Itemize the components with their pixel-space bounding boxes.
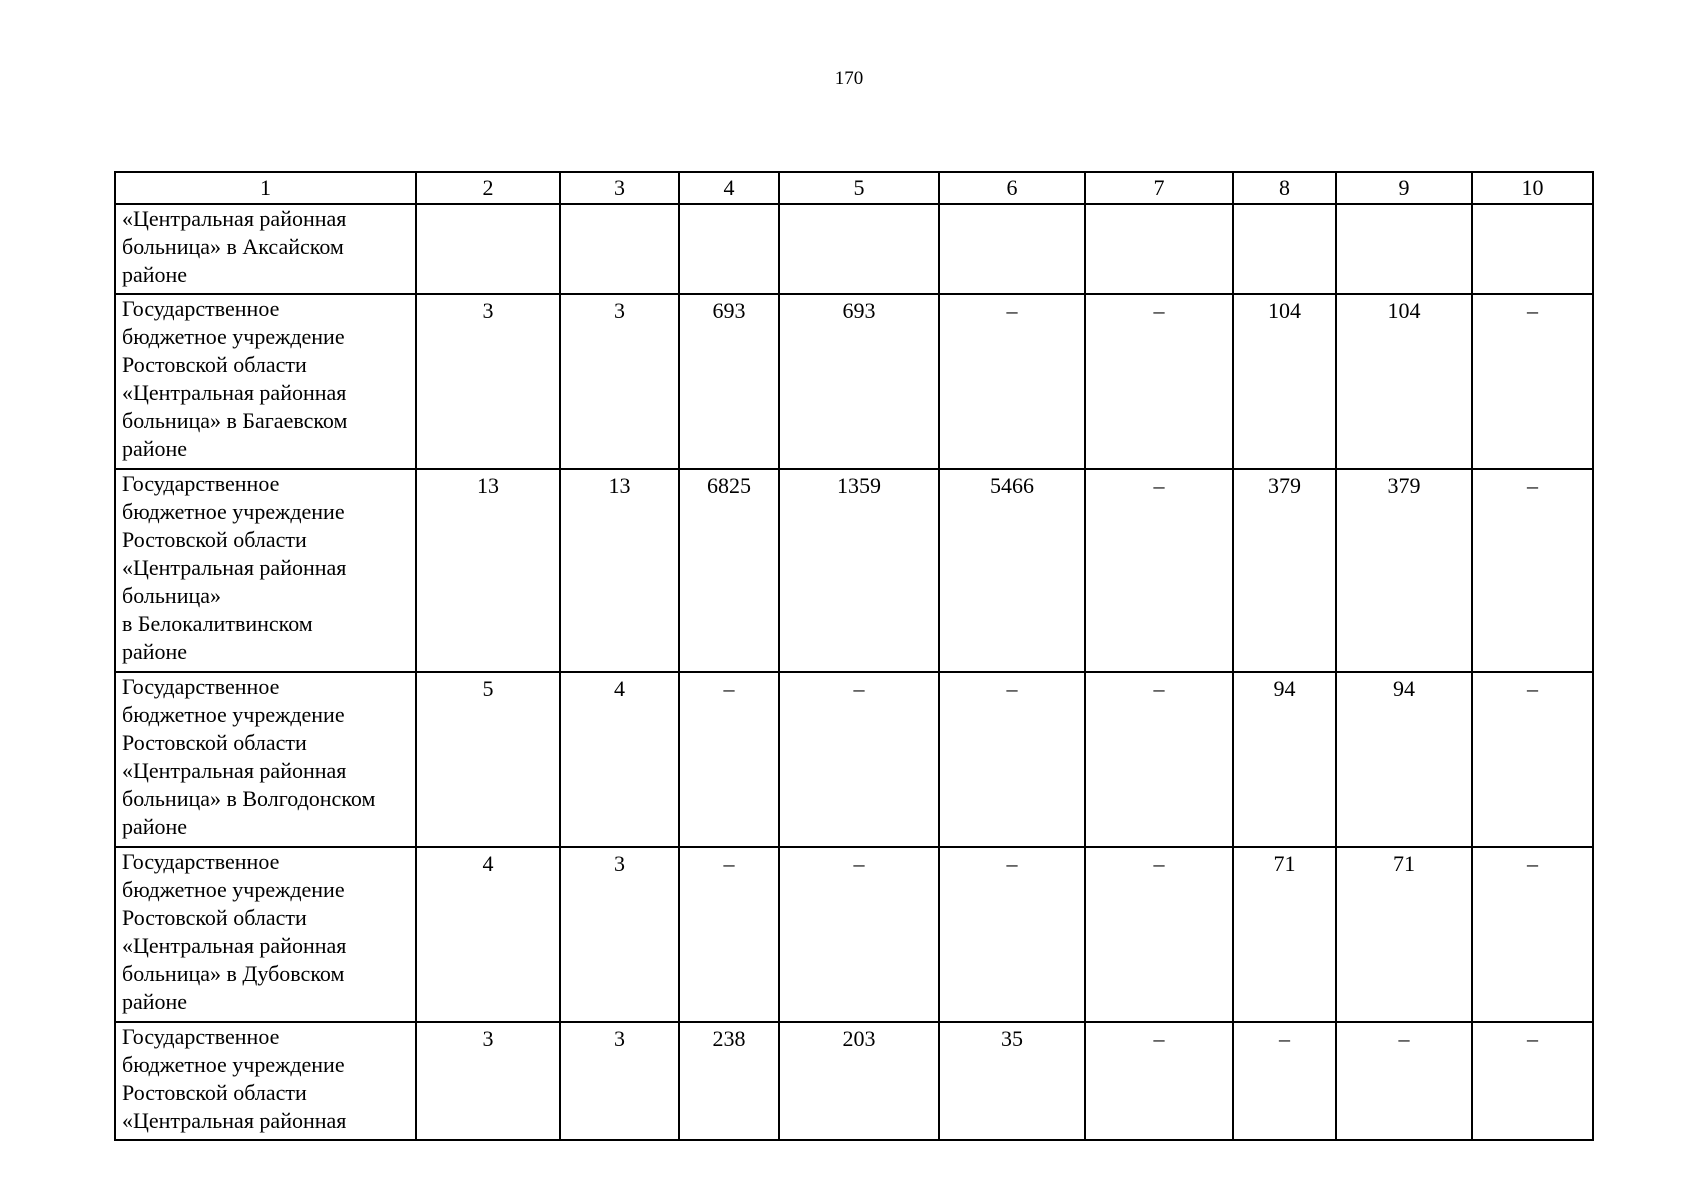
table-row — [115, 204, 1593, 294]
value-cell: – — [1472, 672, 1593, 847]
value-cell: 104 — [1336, 294, 1472, 469]
value-cell: 35 — [939, 1022, 1085, 1140]
value-cell: 94 — [1233, 672, 1336, 847]
value-cell: – — [1085, 1022, 1233, 1140]
column-header: 3 — [560, 172, 679, 204]
column-header: 4 — [679, 172, 779, 204]
value-cell: 71 — [1336, 847, 1472, 1022]
column-header: 9 — [1336, 172, 1472, 204]
value-cell: 4 — [416, 847, 560, 1022]
value-cell: 94 — [1336, 672, 1472, 847]
value-cell — [1336, 204, 1472, 294]
institution-name-cell: Государственное бюджетное учреждение Ростовской области «Центральная районная больница» в Волгодонском районе — [115, 672, 416, 847]
institution-name-cell: «Центральная районная больница» в Аксайском районе — [115, 204, 416, 294]
value-cell: 693 — [779, 294, 939, 469]
data-table-container — [114, 171, 1592, 1141]
value-cell — [939, 204, 1085, 294]
table-row — [115, 469, 1593, 672]
value-cell: 5 — [416, 672, 560, 847]
column-header: 7 — [1085, 172, 1233, 204]
value-cell: 104 — [1233, 294, 1336, 469]
value-cell — [1233, 204, 1336, 294]
value-cell: – — [1472, 847, 1593, 1022]
value-cell: 3 — [560, 847, 679, 1022]
value-cell: 1359 — [779, 469, 939, 672]
value-cell: – — [1085, 672, 1233, 847]
value-cell: – — [679, 847, 779, 1022]
table-row — [115, 1022, 1593, 1140]
value-cell — [560, 204, 679, 294]
column-header: 5 — [779, 172, 939, 204]
column-header: 1 — [115, 172, 416, 204]
value-cell: – — [939, 672, 1085, 847]
value-cell — [779, 204, 939, 294]
value-cell: – — [779, 847, 939, 1022]
value-cell: – — [1085, 294, 1233, 469]
value-cell: 379 — [1336, 469, 1472, 672]
column-header: 10 — [1472, 172, 1593, 204]
institution-name-cell: Государственное бюджетное учреждение Ростовской области «Центральная районная — [115, 1022, 416, 1140]
value-cell: 71 — [1233, 847, 1336, 1022]
column-header: 8 — [1233, 172, 1336, 204]
value-cell: – — [1472, 294, 1593, 469]
value-cell: 203 — [779, 1022, 939, 1140]
value-cell — [679, 204, 779, 294]
value-cell: 3 — [416, 1022, 560, 1140]
value-cell: – — [1085, 847, 1233, 1022]
value-cell: 13 — [416, 469, 560, 672]
value-cell: 379 — [1233, 469, 1336, 672]
institution-name-cell: Государственное бюджетное учреждение Ростовской области «Центральная районная больница» в Дубовском районе — [115, 847, 416, 1022]
table-row — [115, 294, 1593, 469]
value-cell: – — [939, 294, 1085, 469]
table-row — [115, 672, 1593, 847]
value-cell: – — [1336, 1022, 1472, 1140]
value-cell: – — [1085, 469, 1233, 672]
value-cell: 3 — [560, 294, 679, 469]
value-cell: 238 — [679, 1022, 779, 1140]
value-cell: – — [1472, 469, 1593, 672]
header-row — [115, 172, 1593, 204]
value-cell: 693 — [679, 294, 779, 469]
institution-name-cell: Государственное бюджетное учреждение Ростовской области «Центральная районная больница» в Белокалитвинском районе — [115, 469, 416, 672]
value-cell: – — [779, 672, 939, 847]
column-header: 6 — [939, 172, 1085, 204]
value-cell: 3 — [416, 294, 560, 469]
data-table — [114, 171, 1594, 1141]
table-row — [115, 847, 1593, 1022]
value-cell: 5466 — [939, 469, 1085, 672]
value-cell — [1085, 204, 1233, 294]
page-number: 170 — [834, 68, 864, 89]
value-cell — [1472, 204, 1593, 294]
value-cell: – — [1472, 1022, 1593, 1140]
value-cell: 6825 — [679, 469, 779, 672]
institution-name-cell: Государственное бюджетное учреждение Ростовской области «Центральная районная больница» в Багаевском районе — [115, 294, 416, 469]
value-cell: 3 — [560, 1022, 679, 1140]
value-cell: – — [679, 672, 779, 847]
value-cell — [416, 204, 560, 294]
value-cell: 4 — [560, 672, 679, 847]
value-cell: 13 — [560, 469, 679, 672]
value-cell: – — [939, 847, 1085, 1022]
column-header: 2 — [416, 172, 560, 204]
value-cell: – — [1233, 1022, 1336, 1140]
